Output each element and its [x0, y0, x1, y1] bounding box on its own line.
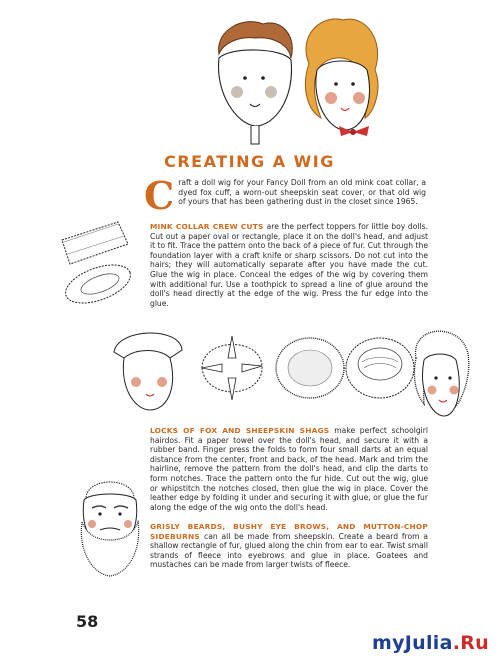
bearded-doll-head-illustration — [70, 470, 150, 580]
fur-wig-pieces-illustration — [54, 218, 144, 308]
section-beards-body: can all be made from sheepskin. Create a beard from a shallow rectangle of fur, glued along the chin from ear to ear. Twist small strands of fleece into eyebrows and glue in place. Goatees and mustaches can be made from larger twists of fleece. — [150, 531, 428, 570]
section-mink-collar-paragraph — [150, 222, 428, 308]
watermark-tld: .Ru — [452, 632, 489, 654]
boy-doll-head — [219, 22, 293, 144]
intro-dropcap: C — [144, 173, 175, 218]
fur-hide-oval — [276, 338, 344, 398]
site-watermark — [372, 632, 489, 654]
section-fox-sheepskin-paragraph — [150, 426, 428, 512]
fur-wig-cap — [346, 338, 414, 398]
page-number: 58 — [76, 612, 99, 631]
intro-text: raft a doll wig for your Fancy Doll from an old mink coat collar, a dyed fox cuff, a worn-out sheepskin seat cover, or that old wig of yours that has been gathering dust in the closet since 1965. — [178, 178, 426, 207]
section-mink-collar-body: are the perfect toppers for little boy dolls. Cut out a paper oval or rectangle, place it on the doll's head, and adjust it to fit. Trace the pattern onto the back of a piece of fur. Cut through the foundation layer with a craft knife or sharp scissors. Do not cut into the hairs; they will automatically separate after you have made the cut. Glue the wig in place. Conceal the edges of the wig by covering them with additional fur. Use a toothpick to spread a line of glue around the doll's head directly at the edge of the wig. Press the fur edge into the glue. — [150, 222, 428, 308]
section-beards-paragraph — [150, 522, 428, 570]
section-mink-collar-heading: MINK COLLAR CREW CUTS — [150, 222, 267, 231]
doll-heads-illustration — [205, 14, 385, 154]
intro-paragraph — [144, 173, 426, 218]
watermark-brand: myJulia — [371, 632, 453, 654]
page-title: CREATING A WIG — [164, 152, 335, 171]
paper-towel-head — [114, 333, 182, 410]
shag-wig-doll-head — [414, 331, 468, 416]
section-fox-sheepskin-body: make perfect schoolgirl hairdos. Fit a paper towel over the doll's head, and secure it with a rubber band. Finger press the folds to form four small darts at an equal distance from the center, front and back, of the head. Mark and trim the hairline, remove the pattern from the doll's head, and clip the darts to form notches. Trace the pattern onto the fur hide. Cut out the wig, glue or whipstitch the notches closed, then glue the wig in place. Cover the leather edge by folding it under and securing it with glue, or glue the fur along the edge of the wig onto the doll's head. — [150, 426, 428, 512]
notched-pattern — [202, 336, 262, 400]
section-beards-heading: GRISLY BEARDS, BUSHY EYE BROWS, AND MUTTON-CHOP SIDEBURNS — [150, 522, 428, 541]
section-fox-sheepskin-heading: LOCKS OF FOX AND SHEEPSKIN SHAGS — [150, 426, 335, 435]
shag-wig-steps-illustration — [110, 318, 470, 418]
girl-doll-head — [305, 19, 378, 136]
